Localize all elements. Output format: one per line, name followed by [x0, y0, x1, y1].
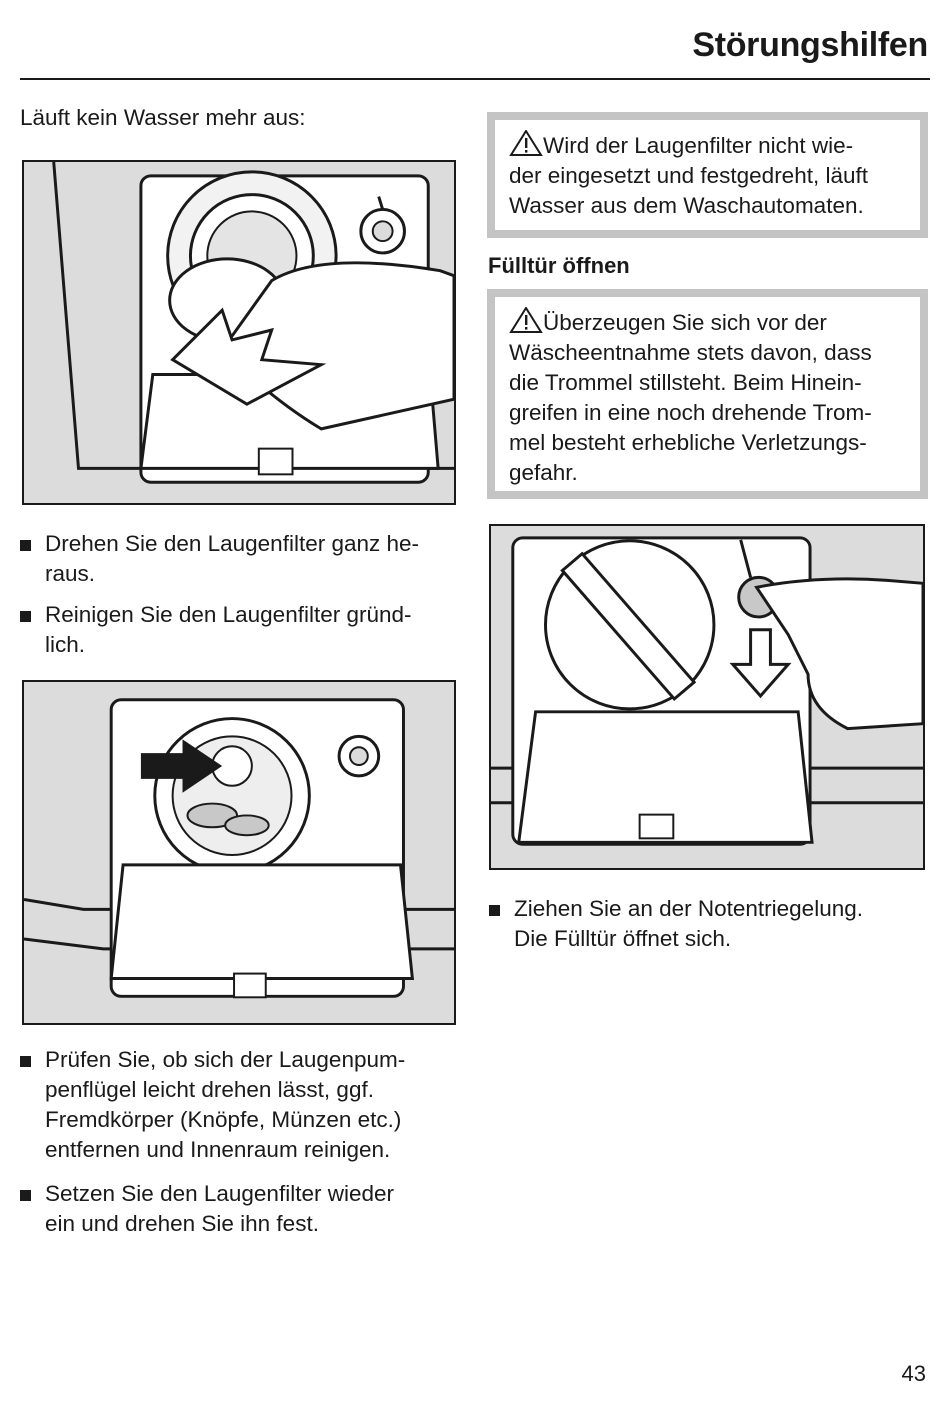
warning-text: Wasser aus dem Waschautomaten. — [509, 193, 864, 218]
warning-text: der eingesetzt und festgedreht, läuft — [509, 163, 868, 188]
warning-text: greifen in eine noch drehende Trom- — [509, 400, 872, 425]
warning-line — [509, 130, 906, 161]
bullet-line: Die Fülltür öffnet sich. — [514, 926, 732, 951]
page-number: 43 — [901, 1361, 926, 1386]
bullet-line: Drehen Sie den Laugenfilter ganz he- — [45, 531, 420, 556]
bullet-line: Prüfen Sie, ob sich der Laugenpum- — [45, 1047, 406, 1072]
figure-pump-impeller — [22, 680, 456, 1025]
bullet-line: Fremdkörper (Knöpfe, Münzen etc.) — [45, 1107, 402, 1132]
figure-filter-removal — [22, 160, 456, 505]
bullet-line: ein und drehen Sie ihn fest. — [45, 1211, 319, 1236]
intro-text: Läuft kein Wasser mehr aus: — [20, 105, 306, 130]
bullet-line: entfernen und Innenraum reinigen. — [45, 1137, 391, 1162]
bullet-line: Ziehen Sie an der Notentriegelung. — [514, 896, 863, 921]
bullet-line: Reinigen Sie den Laugenfilter gründ- — [45, 602, 412, 627]
warning-triangle-icon — [509, 307, 543, 333]
warning-text: mel besteht erhebliche Verletzungs- — [509, 430, 867, 455]
header-rule — [20, 78, 930, 80]
list-item — [20, 600, 412, 660]
list-item — [489, 894, 863, 954]
page-title: Störungshilfen — [692, 26, 928, 64]
list-item — [20, 529, 419, 589]
warning-text: die Trommel stillsteht. Beim Hinein- — [509, 370, 862, 395]
warning-text: gefahr. — [509, 460, 578, 485]
bullet-line: raus. — [45, 561, 96, 586]
warning-text: Wäscheentnahme stets davon, dass — [509, 340, 872, 365]
warning-text: Wird der Laugenfilter nicht wie- — [543, 133, 854, 158]
warning-box-filter — [487, 112, 928, 238]
bullet-line: penflügel leicht drehen lässt, ggf. — [45, 1077, 374, 1102]
bullet-line: lich. — [45, 632, 86, 657]
bullet-line: Setzen Sie den Laugenfilter wieder — [45, 1181, 394, 1206]
list-item — [20, 1045, 405, 1165]
warning-line — [509, 307, 906, 338]
warning-text: Überzeugen Sie sich vor der — [543, 310, 827, 335]
figure-emergency-release — [489, 524, 925, 870]
warning-triangle-icon — [509, 130, 543, 156]
section-heading: Fülltür öffnen — [488, 253, 630, 278]
warning-box-door — [487, 289, 928, 499]
list-item — [20, 1179, 394, 1239]
